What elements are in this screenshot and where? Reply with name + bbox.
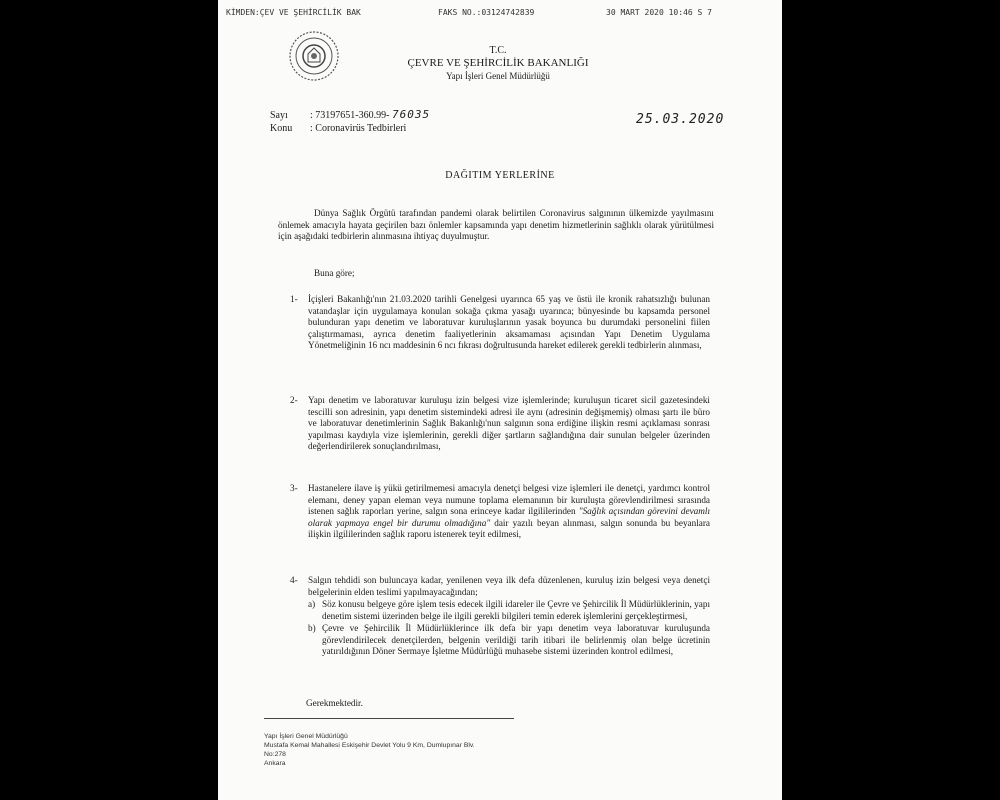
footer — [264, 732, 475, 768]
item-text: İçişleri Bakanlığı'nın 21.03.2020 tarihli Genelgesi uyarınca 65 yaş ve üstü ile kronik rahatsızlığı bulunan vatandaşlar için uygulamaya konulan sokağa çıkma yasağı uyarınca; bünyesinde bu kapsamda personel bulunduran yapı denetim ve laboratuvar kuruluşlarının yasak boyunca bu durumdaki personelini fiilen çalıştırmaması, ayrıca denetim faaliyetlerinin aksamaması açısından Yapı Denetim Uygulama Yönetmeliğinin 16 ncı maddesinin 6 ncı fıkrası doğrultusunda hareket edilerek gerekli tedbirlerin alınması, — [308, 294, 710, 350]
letterhead-country: T.C. — [489, 45, 507, 56]
item-text-quoted: "Sağlık açısından görevini devamlı olarak yapmaya engel bir durumu olmadığına" — [308, 506, 710, 528]
footer-line: Yapı İşleri Genel Müdürlüğü — [264, 733, 348, 740]
document-page — [218, 0, 782, 800]
item-text: Salgın tehdidi son buluncaya kadar, yenilenen veya ilk defa düzenlenen, kuruluş izin belgesi veya denetçi belgelerinin elden teslimi yapılmayacağından; — [308, 575, 710, 597]
sub-item-text: Çevre ve Şehircilik İl Müdürlüklerince ilk defa bir yapı denetim veya laboratuvar kuruluşunda görevlendirilecek denetçilerden, belgenin verildiği tarih itibari ile belirlenmiş olan belge ücretinin yatırıldığının Döner Sermaye İşletme Müdürlüğü muhasebe sistemi üzerinden kontrol edilmesi, — [322, 623, 710, 656]
item-number: 1- — [290, 294, 298, 304]
sub-item-text: Söz konusu belgeye göre işlem tesis edecek ilgili idareler ile Çevre ve Şehircilik İl Müdürlüklerinin, yapı denetim sistemi üzerinden belge ile ilgili gerekli bilgileri temin ederek işlemlerini gerçekleştirmesi, — [322, 599, 710, 621]
footer-line: No:278 — [264, 751, 286, 758]
sayi-label: Sayı — [270, 110, 288, 121]
fax-number: FAKS NO.:03124742839 — [438, 8, 535, 17]
footer-line: Mustafa Kemal Mahallesi Eskişehir Devlet Yolu 9 Km, Dumlupınar Blv. — [264, 742, 475, 749]
document-title: DAĞITIM YERLERİNE — [445, 170, 555, 181]
list-item — [290, 395, 710, 453]
sayi-handwritten-number: 76035 — [391, 108, 431, 121]
letterhead-ministry: ÇEVRE VE ŞEHİRCİLİK BAKANLIĞI — [407, 57, 589, 69]
letterhead — [368, 44, 628, 83]
item-text: Yapı denetim ve laboratuvar kuruluşu izin belgesi vize işlemlerinde; kuruluşun ticaret sicil gazetesindeki tescilli son adresinin, yapı denetim sistemindeki adresi ile aynı (adresinin değişmemiş) olması şartı ile büro ve laboratuvar denetimlerinin Sağlık Bakanlığı'nun salgının sona erdiğine ilişkin resmi açıklaması sonrası yapılması kaydıyla vize işlemlerinin, gerekli diğer şartların sağlandığına dair sunulan belgeler üzerinden değerlendirilerek sonuçlandırılması, — [308, 395, 710, 451]
konu-row — [270, 122, 430, 135]
handwritten-date: 25.03.2020 — [636, 112, 725, 127]
ministry-seal-icon — [288, 30, 340, 82]
item-number: 2- — [290, 395, 298, 405]
item-number: 4- — [290, 575, 298, 585]
sub-item-label: a) — [308, 599, 316, 609]
item-number: 3- — [290, 483, 298, 493]
list-item — [290, 294, 710, 352]
fax-sender: KİMDEN:ÇEV VE ŞEHİRCİLİK BAK — [226, 8, 361, 17]
konu-value: : Coronavirüs Tedbirleri — [310, 123, 407, 134]
letterhead-directorate: Yapı İşleri Genel Müdürlüğü — [446, 71, 550, 81]
intro-paragraph: Dünya Sağlık Örgütü tarafından pandemi olarak belirtilen Coronavirus salgınının ülkemizde yayılmasını önlemek amacıyla hayata geçirilen bazı önlemler kapsamında yapı denetim hizmetlerinin sağlıklı olarak yürütülmesi için aşağıdaki tedbirlerin alınmasına ihtiyaç duyulmuştur. — [278, 208, 714, 241]
document-meta — [270, 108, 430, 135]
footer-divider — [264, 718, 514, 719]
sayi-row — [270, 108, 430, 122]
list-item — [290, 575, 710, 658]
item-text-b: dair yazılı beyan alınması, salgın sonunda bu beyanlara ilişkin ilgililerinden sağlık raporu istenerek teyit edilmesi, — [308, 517, 710, 539]
sub-item — [308, 623, 710, 658]
fax-datetime: 30 MART 2020 10:46 S 7 — [606, 8, 712, 17]
sub-item — [308, 599, 710, 622]
closing-text: Gerekmektedir. — [306, 698, 363, 708]
konu-label: Konu — [270, 123, 293, 134]
list-item — [290, 483, 710, 541]
footer-line: Ankara — [264, 760, 286, 767]
sub-item-label: b) — [308, 623, 316, 633]
sayi-value: : 73197651-360.99- — [310, 110, 390, 121]
item-text-a: Hastanelere ilave iş yükü getirilmemesi amacıyla denetçi belgesi vize işlemleri ile denetçi, yardımcı kontrol elemanı, deney yapan eleman veya numune toplama elemanının bir kuruluşta görevlendirilmesi sırasında istenen sağlık raporları yerine, salgın sona erinceye kadar ilgililerinden — [308, 483, 710, 516]
buna-gore: Buna göre; — [314, 268, 355, 278]
